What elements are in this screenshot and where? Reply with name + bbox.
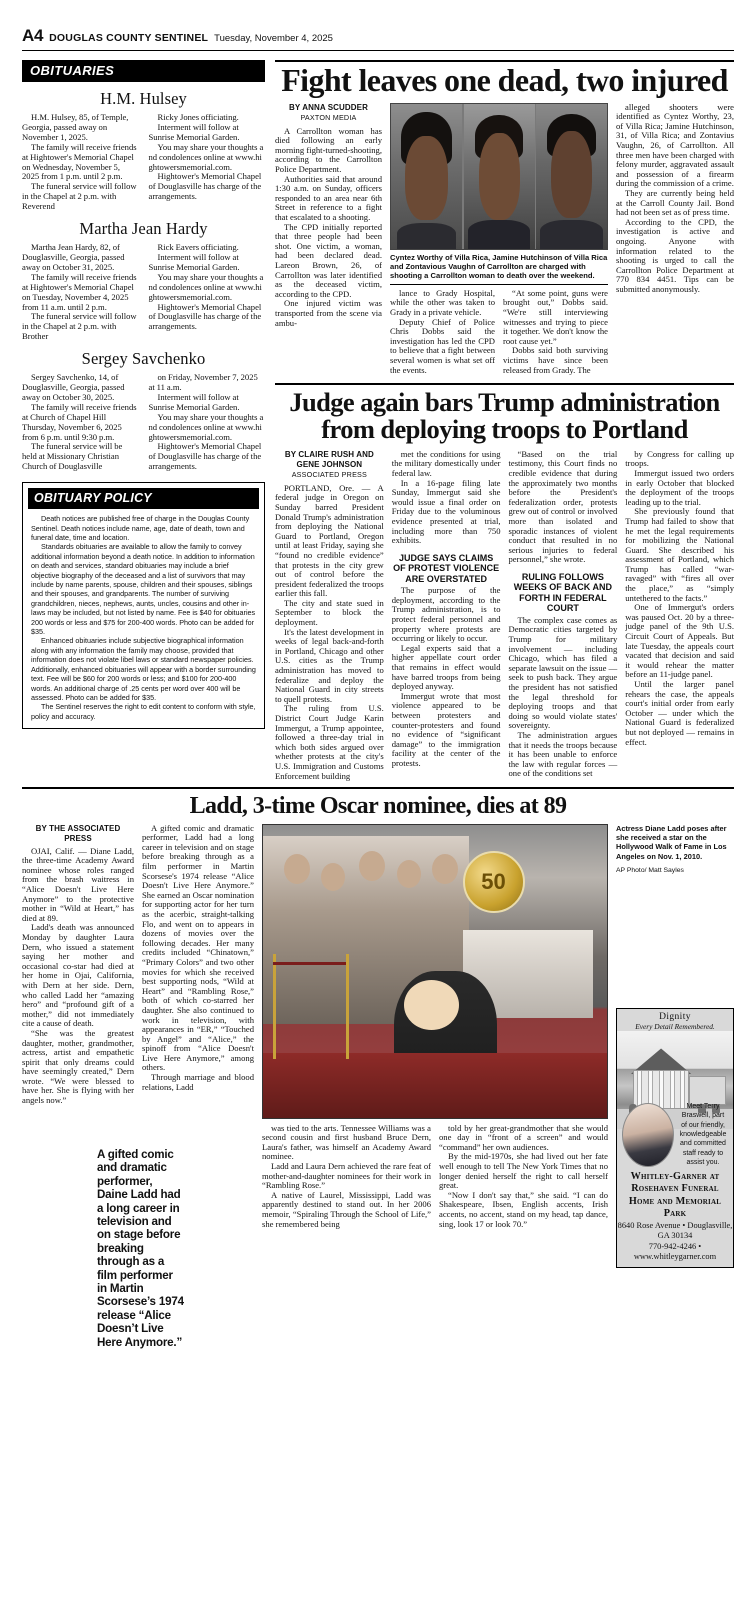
obituary-paragraph: Interment will follow at Sunrise Memorial Garden.: [148, 391, 240, 412]
issue-date: Tuesday, November 4, 2025: [214, 33, 333, 44]
portland-col-2: [392, 450, 501, 781]
byline-author: BY ANNA SCUDDER: [289, 102, 368, 112]
obituary-paragraph: Ricky Jones officiating.: [157, 112, 239, 122]
masthead-rule: [22, 50, 734, 51]
body-paragraph: She previously found that Trump had failed to show that he met the legal requirements for mobilizing the National Guard. She described his assessment of Portland, which Trump has called “war-ravaged” with “fires all over the place,” as “simply untethered to the facts.”: [625, 506, 734, 603]
body-paragraph: A Carrollton woman has died following an early morning fight-turned-shooting, according to the Carrollton Police Department.: [275, 125, 382, 174]
body-paragraph: The complex case comes as Democratic cities targeted by Trump for military involvement — including Chicago, which has filed a separate lawsuit on the issue — seek to push back. They argue the president has not satisfied the legal threshold for deploying troops and that doing so would violate states' sovereignty.: [508, 614, 618, 731]
obituary-paragraph: You may share your thoughts and condolences online at www.hightowersmemorial.com.: [148, 271, 264, 302]
paper-name: DOUGLAS COUNTY SENTINEL: [49, 32, 209, 44]
ladd-col-2: [142, 824, 254, 1093]
shooting-photo-block: [390, 103, 608, 376]
ad-name-line-1: Whitley-Garner at Rosehaven Funeral: [630, 1170, 720, 1195]
obituary-name: H.M. Hulsey: [100, 89, 187, 108]
body-paragraph: Authorities said that around 1:30 a.m. on Sunday, officers responded to an area near 6th Street in reference to a fight that escalated to a shooting.: [275, 173, 382, 222]
story-top-rule: [22, 787, 734, 789]
body-paragraph: was tied to the arts. Tennessee Williams was a second cousin and first husband Bruce Dern, Laura's father, was himself an Academy Award nominee.: [262, 1122, 431, 1162]
photo-credit: AP Photo/ Matt Sayles: [616, 867, 684, 875]
portland-col-1: [275, 450, 384, 781]
mugshot-caption: Cyntez Worthy of Villa Rica, Jamine Hutchinson of Villa Rica and Zontavious Vaughn of Carrollton are charged with shooting a Carrollton woman to death over the weekend.: [390, 253, 608, 285]
obituary-col-right: [149, 373, 266, 472]
byline-org: ASSOCIATED PRESS: [291, 469, 368, 479]
obituary-col-left: [22, 113, 139, 212]
obituary-policy-title: OBITUARY POLICY: [28, 488, 259, 509]
obituary-paragraph: Rick Eavers officiating.: [157, 242, 239, 253]
story-shooting: [275, 60, 734, 375]
obituary-paragraph: Sergey Savchenko, 14, of Douglasville, Georgia, passed away on October 30, 2025.: [22, 372, 125, 402]
body-paragraph: The administration argues that it needs the troops because it has been unable to enforce the law with regular forces — one of the conditions set: [508, 730, 618, 779]
obituary-col-right: [149, 243, 266, 342]
body-paragraph: In a 16-page filing late Sunday, Immergut said she would issue a final order on Friday due to the voluminous evidence presented at trial, including more than 750 exhibits.: [391, 477, 501, 546]
ladd-center-block: [262, 824, 608, 1230]
body-paragraph: Deputy Chief of Police Chris Dobbs said the investigation has led the CPD to believe that a fight between several women is what set off the events.: [390, 316, 495, 375]
obituary-paragraph: The funeral service will be held at Missionary Christian Church of Douglasville: [22, 441, 123, 472]
ad-tagline: Every Detail Remembered.: [635, 1021, 715, 1031]
obituary-paragraph: H.M. Hulsey, 85, of Temple, Georgia, passed away on November 1, 2025.: [22, 112, 129, 142]
body-paragraph: Through marriage and blood relations, Ladd: [142, 1072, 254, 1092]
body-paragraph: Immergut wrote that most violence appeared to be between protesters and counter-protesters and found no evidence of “significant damage” to the immigration facility at the center of the protests.: [391, 690, 501, 768]
byline-author: BY CLAIRE RUSH AND GENE JOHNSON: [284, 449, 374, 469]
body-paragraph: “Based on the trial testimony, this Court finds no credible evidence that during the approximately two months before the President's federalization order, protests grew out of control or involved more than isolated and sporadic instances of violent conduct that resulted in no serious injuries to federal personnel,” she wrote.: [508, 448, 618, 565]
body-paragraph: They are currently being held at the Carroll County Jail. Bond had not been set as of press time.: [616, 187, 734, 218]
obituaries-column: [22, 60, 265, 781]
obituary-paragraph: The family will receive friends at Hightower's Memorial Chapel on Wednesday, November 5, 2025 from 1 p.m. until 2 p.m.: [22, 141, 137, 182]
ladd-col-1: [22, 824, 134, 1106]
body-paragraph: Ladd's death was announced Monday by daughter Laura Dern, who issued a statement saying her mother and occasional co-star had died at her home in Ojai, California, with Dern at her side. Dern, who called Ladd her “amazing hero” and “profound gift of a mother,” did not immediately cite a cause of death.: [22, 922, 134, 1029]
body-paragraph: OJAI, Calif. — Diane Ladd, the three-time Academy Award nominee whose roles ranged from the brash waitress in “Alice Doesn't Live Here Anymore” to the protective mother in “Wild at Heart,” has died at 89.: [22, 845, 134, 923]
caption-text: Actress Diane Ladd poses after she received a star on the Hollywood Walk of Fame in Los Angeles on Nov. 1, 2010.: [616, 823, 727, 861]
staff-portrait: [622, 1103, 674, 1167]
body-paragraph: It's the latest development in weeks of legal back-and-forth in Portland, Chicago and other U.S. cities as the Trump administration has moved to federalize and deploy the National Guard in city streets to quell protests.: [275, 626, 384, 704]
body-paragraph: A gifted comic and dramatic performer, Ladd had a long career in television and on stage before breaking through as a film performer in Martin Scorsese's 1974 release “Alice Doesn't Live Here Anymore.” She earned an Oscar nomination for supporting actor for her turn as the acerbic, straight-talking Flo, and went on to appears in dozens of movies over the following decades. Her many credits included “Chinatown,” “Primary Colors” and two other movies for which she received best supporting nods, “Wild at Heart” and “Rambling Rose,” both of which co-starred her daughter. She also continued to work in television, with appearances in “ER,” “Touched by Angel” and “Alice,” the spinoff from “Alice Doesn't Live Here Anymore,” among others.: [142, 822, 254, 1073]
policy-paragraph: Standards obituaries are available to allow the family to convey additional information beyond a death notice. In addition to information on death and services, standard obituaries may include a brief objective biography of the deceased and a list of survivors that may include by name parents, spouse, children and their spouses, siblings and their spouses, and grandparents. The number of surviving grandchildren, nieces, nephews, aunts, uncles, cousins and other in-laws may be included, but not listed by name. Fee is $40 for obituaries 200 words or less and $75 for 200-400 words. Photo can be added for $35.: [31, 542, 256, 637]
body-paragraph: “She was the greatest daughter, mother, grandmother, actress, artist and empathetic spirit that only dreams could have seemingly created,” Dern wrote. “We were blessed to have her. She is flying with her angels now.”: [22, 1027, 134, 1106]
obituary-paragraph: The family will receive friends at Hightower's Memorial Chapel on Tuesday, November 4, 2025 from 11 a.m. until 2 p.m.: [22, 271, 137, 312]
body-paragraph: One of Immergut's orders was paused Oct. 20 by a three-judge panel of the 9th U.S. Circuit Court of Appeals. But late Tuesday, the appeals court vacated that decision and said it would rehear the matter before an 11-judge panel.: [625, 602, 734, 680]
page-body: [22, 60, 734, 781]
body-paragraph: The CPD initially reported that three people had been shot. One victim, a woman, had been declared dead. Lareon Brown, 26, of Carrollton was later identified as the deceased victim, according to the CPD.: [275, 221, 382, 299]
body-paragraph: Ladd and Laura Dern achieved the rare feat of mother-and-daughter nominees for their work in “Rambling Rose.”: [262, 1161, 431, 1191]
policy-paragraph: Enhanced obituaries include subjective biographical information along with any information the family may choose, provided that information does not violate libel laws or standard newspaper policies. Additionally, enhanced obituaries will appear with a border surrounding text. Fee will be $60 for 200 words or less; and $100 for 200-400 words. An additional charge of .25 cents per word over 400 will be assessed. Photo can be added for $35.: [31, 636, 256, 702]
policy-paragraph: Death notices are published free of charge in the Douglas County Sentinel. Death notices include name, age, date of death, town and funeral date, time and location.: [31, 514, 250, 542]
obituary-policy-body: [28, 509, 259, 723]
page-number: A4: [22, 26, 44, 45]
funeral-home-ad[interactable]: [616, 1008, 734, 1268]
obituary-paragraph: You may share your thoughts and condolences online at www.hightowersmemorial.com.: [148, 141, 264, 172]
body-paragraph: One injured victim was transported from the scene via ambu-: [275, 298, 382, 328]
obituary-entry: [22, 219, 265, 342]
ladd-col-3: [262, 1124, 431, 1230]
body-paragraph: A native of Laurel, Mississippi, Ladd was apparently destined to stand out. In her 2006 memoir, “Spiraling Through the School of Life,” she remembered being: [262, 1189, 431, 1229]
body-paragraph: The ruling from U.S. District Court Judge Karin Immergut, a Trump appointee, followed a three-day trial in which both sides argued over whether protests at the city's U.S. Immigration and Customs Enforcement building: [275, 703, 384, 781]
body-paragraph: PORTLAND, Ore. — A federal judge in Oregon on Sunday barred President Donald Trump's administration from deploying the National Guard to Portland, Oregon until at least Friday, saying she “found no credible evidence” that protests in the city grew out of control before the president federalized the troops earlier this fall.: [275, 482, 384, 599]
mugshot-2: [464, 104, 535, 249]
obituary-paragraph: Hightower's Memorial Chapel of Douglasville has charge of the arrangements.: [148, 441, 262, 472]
obituary-paragraph: Interment will follow at Sunrise Memorial Garden.: [148, 251, 240, 272]
portland-headline: [275, 389, 734, 444]
ad-name-line-2: Home and Memorial Park: [628, 1195, 722, 1220]
body-paragraph: Dobbs said both surviving victims have since been released from Grady. The: [503, 345, 608, 375]
obituary-col-right: [149, 113, 266, 212]
policy-paragraph: The Sentinel reserves the right to edit content to conform with style, policy and accuracy.: [31, 702, 256, 721]
shooting-col-4: [616, 103, 734, 295]
portland-subhead-b: RULING FOLLOWS WEEKS OF BACK AND FORTH IN FEDERAL COURT: [513, 571, 612, 614]
body-paragraph: told by her great-grandmother that she would one day in “front of a screen” and would “command” her own audiences.: [439, 1122, 608, 1152]
news-column: [265, 60, 734, 781]
body-paragraph: met the conditions for using the military domestically under federal law.: [391, 448, 501, 478]
portland-col-3: [509, 450, 618, 781]
red-carpet: [263, 1053, 607, 1117]
obituary-paragraph: The funeral service will follow in the Chapel at 2 p.m. with Reverend: [22, 181, 137, 212]
obituary-paragraph: Martha Jean Hardy, 82, of Douglasville, Georgia, passed away on October 31, 2025.: [22, 242, 125, 272]
obituary-col-left: [22, 243, 139, 342]
body-paragraph: According to the CPD, the investigation is active and ongoing. Anyone with information related to the shooting is urged to call the Carrollton Police Department at 770 834 4451. Tips can be submitted anonymously.: [616, 216, 734, 294]
body-paragraph: The city and state sued in September to block the deployment.: [275, 597, 384, 628]
mugshot-photo: [390, 103, 608, 250]
body-paragraph: The purpose of the deployment, according to the Trump administration, is to protect federal personnel and property where protests are occurring or likely to occur.: [391, 585, 501, 644]
portland-headline-line1: Judge again bars Trump administration: [289, 387, 720, 418]
obituaries-section-bar: OBITUARIES: [22, 60, 265, 82]
body-paragraph: “Now I don't say that,” she said. “I can do Shakespeare, Ibsen, English accents, Irish accents, no accent, stand on my head, tap dance, sing, look 17 or look 70.”: [439, 1189, 608, 1229]
body-paragraph: Immergut issued two orders in early October that blocked the deployment of the troops leading up to the trial.: [625, 467, 734, 507]
story-portland: [275, 383, 734, 781]
shooting-col-2: [390, 289, 495, 375]
ladd-headline: Ladd, 3-time Oscar nominee, dies at 89: [189, 793, 567, 820]
ladd-col-4: [439, 1124, 608, 1230]
ladd-pullquote: A gifted comic and dramatic performer, Daine Ladd had a long career in television and on stage before breaking through as a film performer in Martin Scorsese’s 1974 release “Alice Doesn’t Live Here Anymore.”: [97, 1148, 184, 1349]
ad-brand: Dignity: [659, 1011, 691, 1022]
body-paragraph: Until the larger panel rehears the case, the appeals court's initial order from early October — under which the National Guard is federalized but not deployed — remains in effect.: [625, 679, 734, 747]
ad-address: 8640 Rose Avenue • Douglasville, GA 30134: [617, 1220, 733, 1241]
shooting-col-1: [275, 103, 382, 328]
mugshot-3: [536, 104, 607, 249]
obituary-paragraph: You may share your thoughts and condolences online at www.hightowersmemorial.com.: [148, 411, 264, 442]
byline-org: PAXTON MEDIA: [300, 112, 357, 122]
portland-col-4: [625, 450, 734, 781]
obituary-name: Martha Jean Hardy: [79, 219, 208, 239]
ad-brand-block: [617, 1009, 733, 1031]
obituary-paragraph: Interment will follow at Sunrise Memorial Garden.: [148, 121, 240, 142]
mugshot-1: [391, 104, 462, 249]
body-paragraph: lance to Grady Hospital, while the other was taken to Grady in a private vehicle.: [390, 287, 495, 318]
portland-headline-line2: from deploying troops to Portland: [321, 414, 688, 445]
obituary-paragraph: Hightower's Memorial Chapel of Douglasville has charge of the arrangements.: [148, 301, 262, 332]
portland-byline: [275, 450, 384, 480]
shooting-headline: Fight leaves one dead, two injured: [281, 62, 728, 98]
anniversary-emblem: 50: [463, 851, 525, 913]
obituary-paragraph: The funeral service will follow in the Chapel at 2 p.m. with Brother: [22, 311, 137, 342]
body-paragraph: By the mid-1970s, she had lived out her fate well enough to tell The New York Times that no longer denied herself the right to call herself great.: [439, 1151, 608, 1191]
ladd-byline: BY THE ASSOCIATED PRESS: [35, 823, 121, 843]
ad-blurb: Meet Terry Braswell, part of our friendly, knowledgeable and committed staff ready to assist you.: [679, 1102, 727, 1167]
body-paragraph: alleged shooters were identified as Cyntez Worthy, 23, of Villa Rica; Jamine Hutchinson, 31, of Villa Rica; and Zontavius Vaughn, 26, of Carrollton. All three men have been charged with felony murder, aggravated assault and possession of a firearm during the commission of a crime.: [616, 101, 734, 189]
obituary-entry: [22, 89, 265, 212]
obituary-paragraph: on Friday, November 7, 2025 at 11 a.m.: [148, 372, 258, 393]
obituary-paragraph: The family will receive friends at Church of Chapel Hill Thursday, November 6, 2025 from 6 p.m. until 9:30 p.m.: [22, 401, 137, 442]
body-paragraph: Legal experts said that a higher appellate court order that remains in effect would have barred troops from being deployed anyway.: [391, 642, 501, 692]
ladd-photo: [262, 824, 608, 1119]
obituary-entry: [22, 349, 265, 472]
obituary-paragraph: Hightower's Memorial Chapel of Douglasville has charge of the arrangements.: [148, 171, 262, 202]
body-paragraph: “At some point, guns were brought out,” Dobbs said. “We're still interviewing witnesses and trying to piece it together. We don't know the root cause yet.”: [503, 287, 608, 346]
ad-contact[interactable]: 770-942-4246 • www.whitleygarner.com: [633, 1241, 717, 1262]
masthead: [22, 0, 734, 46]
shooting-byline: [275, 103, 382, 123]
portland-subhead-a: JUDGE SAYS CLAIMS OF PROTEST VIOLENCE ARE OVERSTATED: [393, 552, 500, 584]
story-top-rule: [275, 383, 734, 385]
ad-business-name: [617, 1171, 733, 1221]
obituary-policy-box: [22, 482, 265, 729]
obituary-col-left: [22, 373, 139, 472]
ladd-right-rail: [616, 824, 734, 1268]
ladd-photo-caption: [616, 824, 734, 876]
body-paragraph: by Congress for calling up troops.: [625, 448, 734, 469]
shooting-col-3: [503, 289, 608, 375]
obituary-name: Sergey Savchenko: [81, 349, 206, 369]
